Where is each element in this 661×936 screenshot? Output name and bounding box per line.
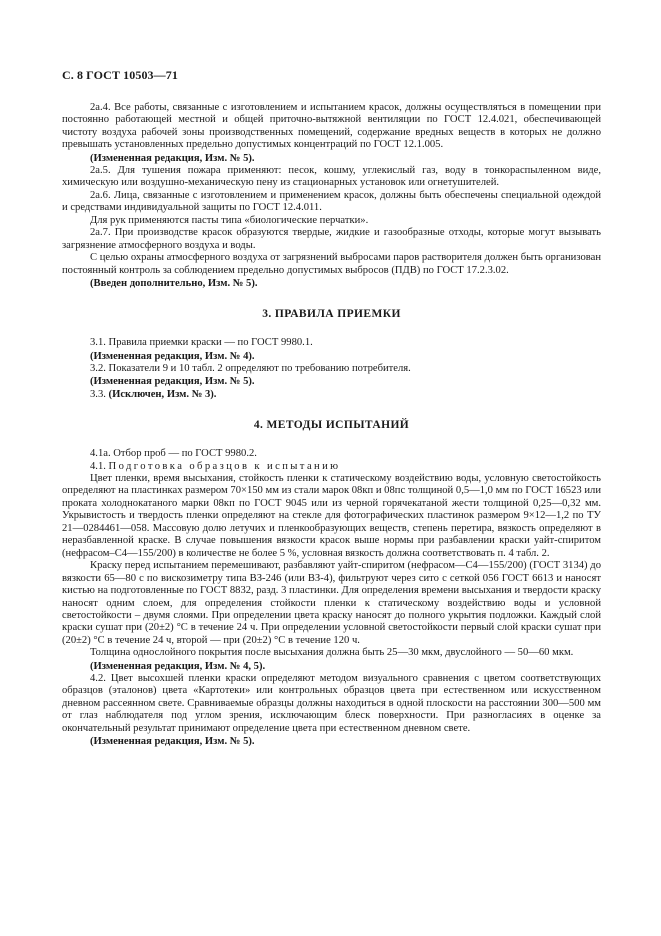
paragraph-2a7: 2а.7. При производстве красок образуются твердые, жидкие и газообразные отходы, которые могут вызывать загрязнение атмосферного воздуха и воды. <box>62 227 601 251</box>
paragraph-4-1-title: Подготовка образцов к испытанию <box>108 460 341 472</box>
amendment-note-2a4: (Измененная редакция, Изм. № 5). <box>90 152 255 164</box>
amendment-note-4-2: (Измененная редакция, Изм. № 5). <box>90 736 255 748</box>
paragraph-3-2: 3.2. Показатели 9 и 10 табл. 2 определяют по требованию потребителя. <box>90 362 411 374</box>
paragraph-2a4: 2а.4. Все работы, связанные с изготовлением и испытанием красок, должны осуществляться в помещении при постоянно работающей местной и общей приточно-вытяжной вентиляции по ГОСТ 12.4.021, обеспечивающей чистоту воздуха рабочей зоны производственных помещений, содержание вредных веществ в которых не должно превышать установленных предельно допустимых концентраций по ГОСТ 12.1.005. <box>62 102 601 151</box>
amendment-note-3-2: (Измененная редакция, Изм. № 5). <box>90 376 255 388</box>
paragraph-4-1-body-application: Краску перед испытанием перемешивают, разбавляют уайт-спиритом (нефрасом—С4—155/200) (ГОСТ 3134) до вязкости 65—80 с по вискозиметру типа ВЗ-246 (или ВЗ-4), фильтруют через сито с сеткой 056 ГОСТ 6613 и наносят кистью на подготовленные по ГОСТ 8832, разд. 3 пластинки. Для определения времени высыхания и твердости краску наносят одним слоем, для определения стойкости пленки к статическому воздействию воды и условной светостойкости – двумя слоями. При определении цвета краску наносят до полного укрытия подложки. Каждый слой краски сушат при (20±2) °С в течение 24 ч. При определении условной светостойкости первый слой краски сушат при (20±2) °С в течение 24 ч, второй — при (20±2) °С в течение 120 ч. <box>62 560 601 646</box>
section-title-acceptance: 3. ПРАВИЛА ПРИЕМКИ <box>262 308 401 321</box>
paragraph-4-1a: 4.1а. Отбор проб — по ГОСТ 9980.2. <box>90 448 257 460</box>
paragraph-4-1-number: 4.1. <box>90 460 106 472</box>
paragraph-2a6: 2а.6. Лица, связанные с изготовлением и применением красок, должны быть обеспечены специальной одеждой и средствами индивидуальной защиты по ГОСТ 12.4.011. <box>62 189 601 214</box>
paragraph-4-2: 4.2. Цвет высохшей пленки краски определяют методом визуального сравнения с цветом соответствующих образцов (эталонов) цвета «Картотеки» или контрольных образцов цвета при естественном или искусственном дневном рассеянном свете. Сравниваемые образцы должны находиться в одной плоскости на расстоянии 300—500 мм от глаз наблюдателя под углом зрения, исключающим блеск поверхности. При разногласиях в оценке за окончательный результат принимают определение цвета при естественном дневном свете. <box>62 672 601 734</box>
paragraph-2a6-hands: Для рук применяются пасты типа «биологические перчатки». <box>90 214 369 226</box>
page-header: С. 8 ГОСТ 10503—71 <box>62 68 178 82</box>
paragraph-3-3-number: 3.3. <box>90 388 106 400</box>
paragraph-4-1-heading <box>62 461 601 473</box>
paragraph-4-1-body-samples: Цвет пленки, время высыхания, стойкость пленки к статическому воздействию воды, условную светостойкость определяют на пластинках размером 70×150 мм из стали марок 08кп и 08пс толщиной 0,5—1,0 мм по ГОСТ 16523 или проката холоднокатаного марки 08кп по ГОСТ 9045 или из черной горячекатаной жести толщиной 0,25—0,32 мм. Укрывистость и твердость пленки определяют на стекле для фотографических пластинок размером 9×12—1,2 по ТУ 21—0284461—058. Массовую долю летучих и пленкообразующих веществ, степень перетира, вязкость определяют в неразбавленной краске. В случае повышения вязкости красок выше нормы при разбавлении краски уайт-спиритом (нефрасом–С4—155/200) в количестве не более 5 %, условная вязкость должна соответствовать п. 4 табл. 2. <box>62 472 601 559</box>
amendment-note-3-1: (Измененная редакция, Изм. № 4). <box>90 350 255 362</box>
paragraph-3-1: 3.1. Правила приемки краски — по ГОСТ 9980.1. <box>90 337 313 349</box>
section-title-test-methods: 4. МЕТОДЫ ИСПЫТАНИЙ <box>253 419 410 432</box>
paragraph-3-3-excluded: (Исключен, Изм. № 3). <box>108 388 217 400</box>
amendment-note-2a7: (Введен дополнительно, Изм. № 5). <box>90 278 258 290</box>
amendment-note-4-1: (Измененная редакция, Изм. № 4, 5). <box>90 660 266 672</box>
paragraph-4-1-body-thickness: Толщина однослойного покрытия после высыхания должна быть 25—30 мкм, двуслойного — 50—60 мкм. <box>90 647 574 659</box>
paragraph-2a7-control: С целью охраны атмосферного воздуха от загрязнений выбросами паров растворителя должен быть организован постоянный контроль за соблюдением предельно допустимых выбросов (ПДВ) по ГОСТ 17.2.3.02. <box>62 252 601 276</box>
paragraph-3-3 <box>62 389 601 401</box>
paragraph-2a5: 2а.5. Для тушения пожара применяют: песок, кошму, углекислый газ, воду в тонкораспыленном виде, химическую или воздушно-механическую пену из стационарных установок или огнетушителей. <box>62 165 601 189</box>
